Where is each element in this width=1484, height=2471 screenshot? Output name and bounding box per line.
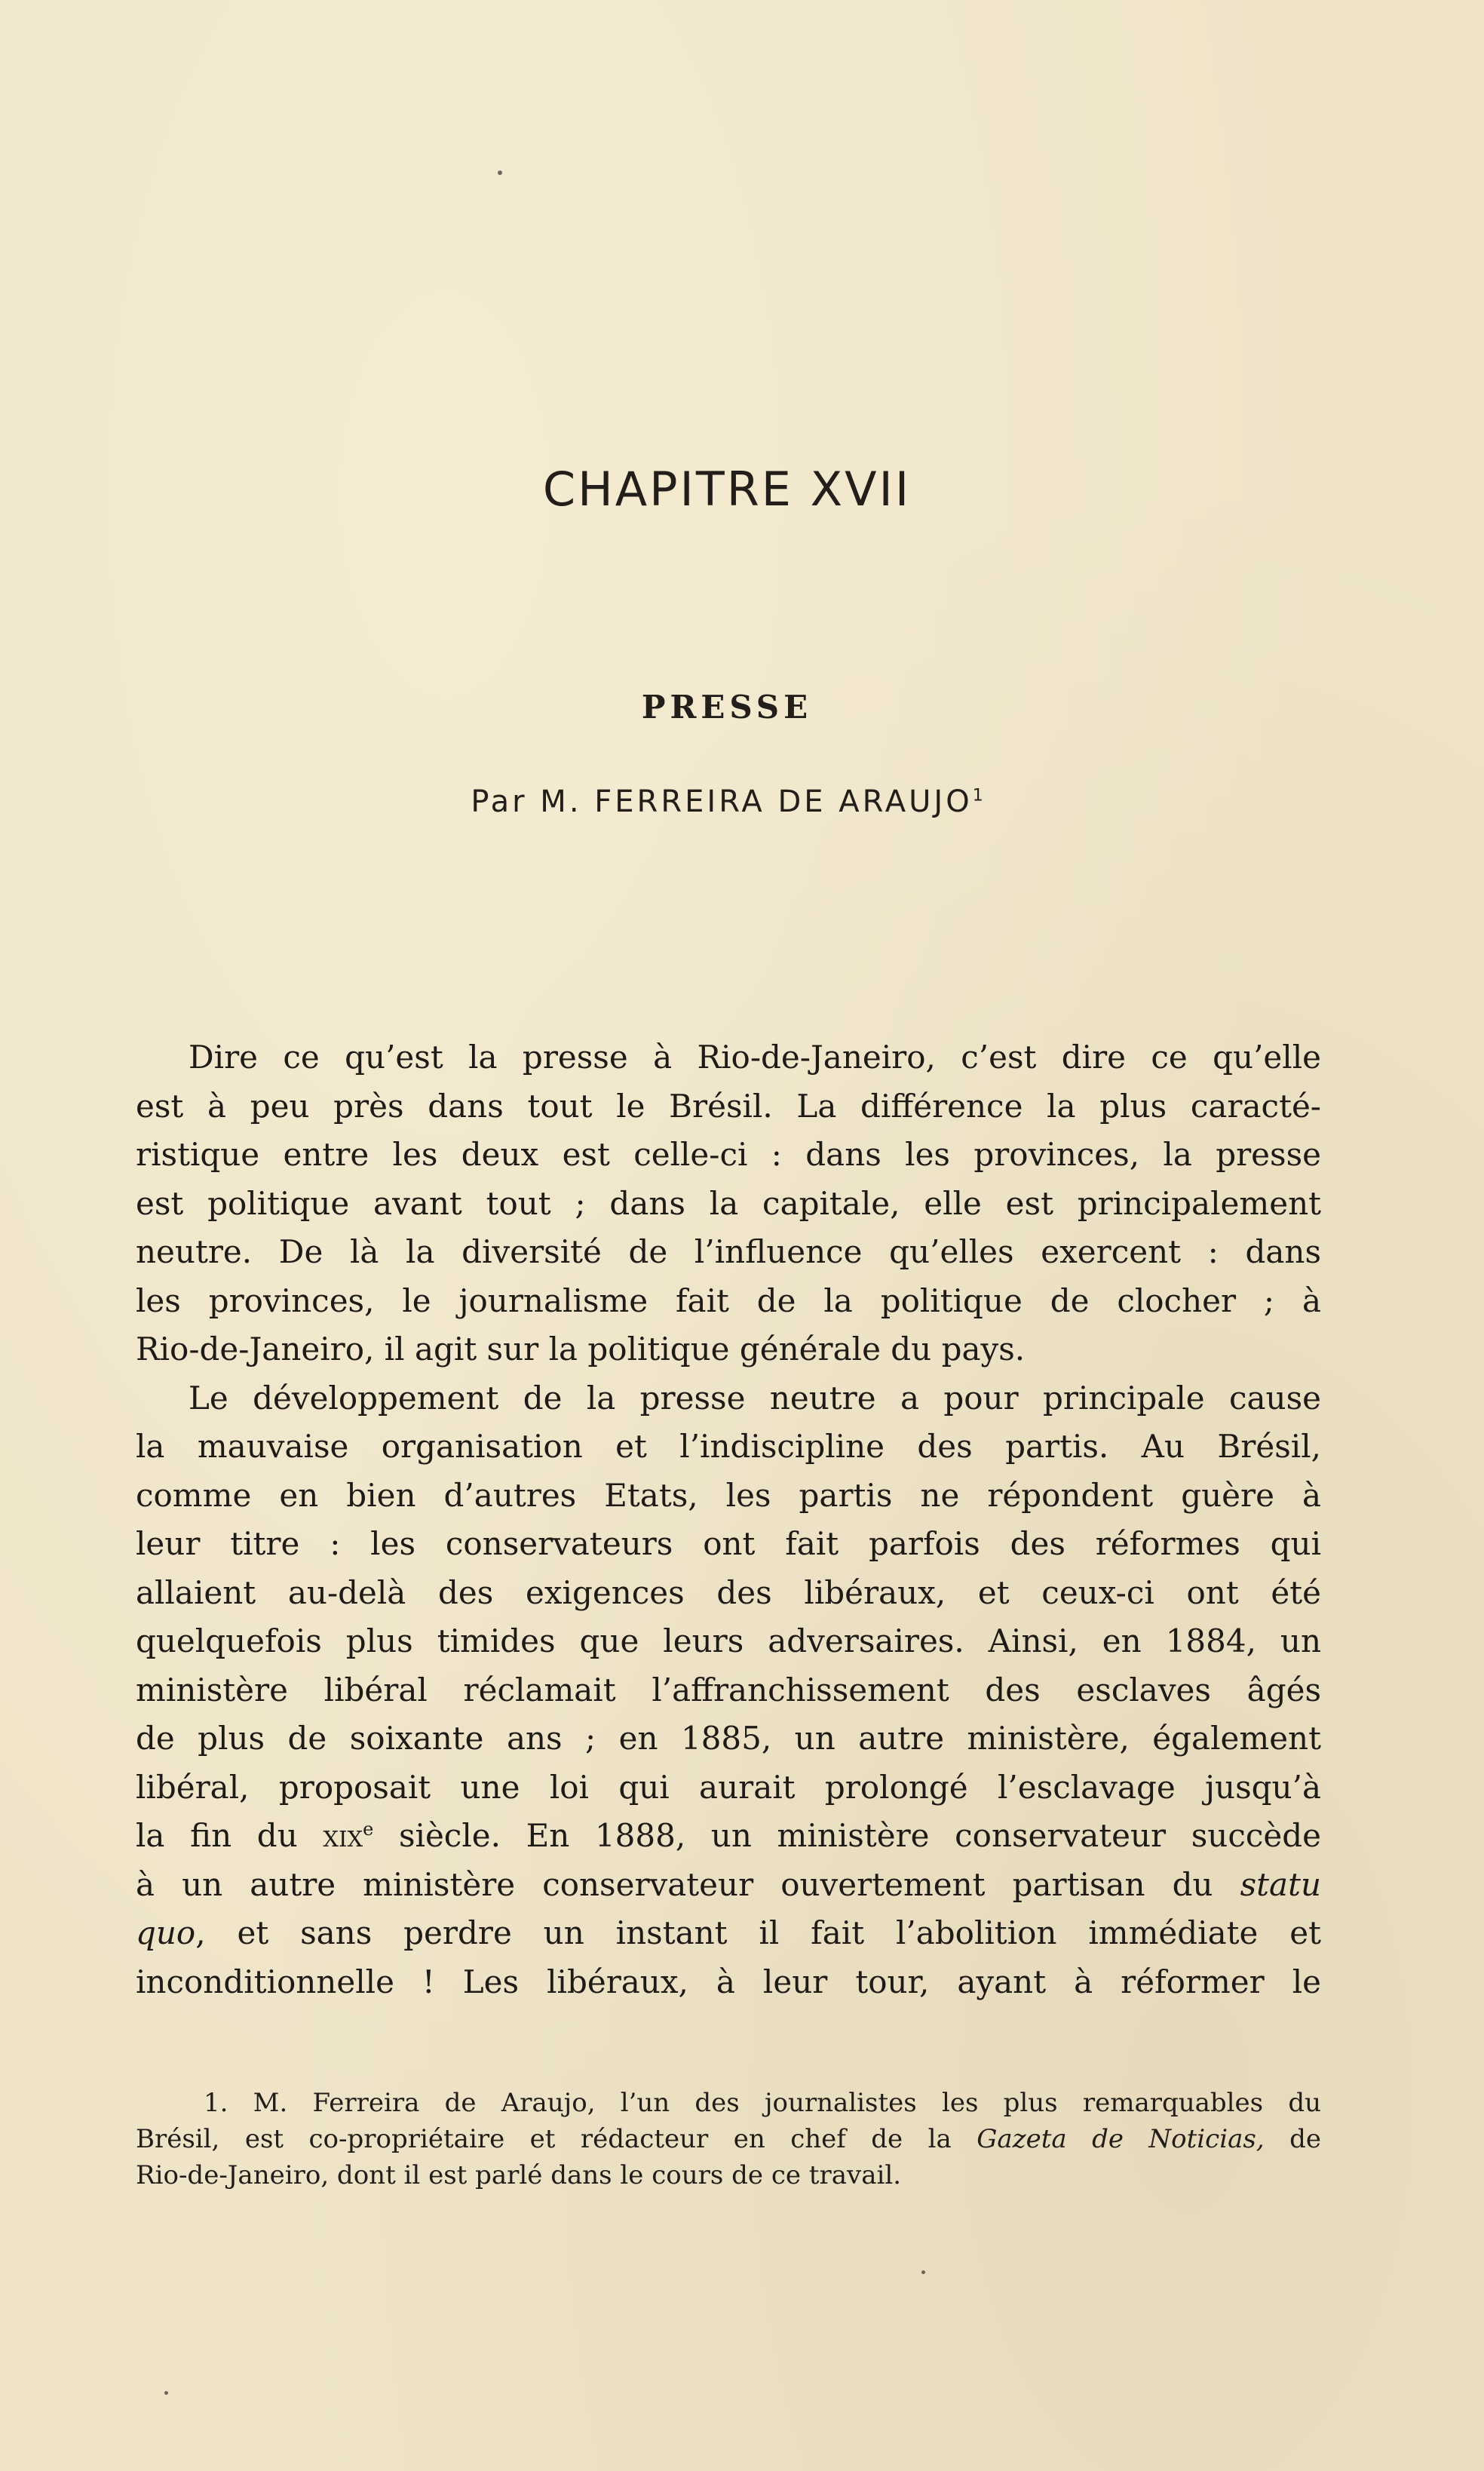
text-line: est à peu près dans tout le Brésil. La différence la plus caracté- bbox=[136, 1087, 1321, 1125]
byline-text: Par M. FERREIRA DE ARAUJO bbox=[471, 784, 973, 819]
text-line bbox=[136, 1861, 1321, 1910]
footnote-line: 1. M. Ferreira de Araujo, l’un des journalistes les plus remarquables du bbox=[204, 2088, 1321, 2118]
ink-speck bbox=[921, 2270, 925, 2274]
text-line: les provinces, le journalisme fait de la politique de clocher ; à bbox=[136, 1282, 1321, 1319]
text-line: neutre. De là la diversité de l’influence qu’elles exercent : dans bbox=[136, 1233, 1321, 1270]
byline bbox=[0, 784, 1454, 819]
text-line bbox=[136, 1812, 1321, 1861]
text-run: siècle. En 1888, un ministère conservateur succède bbox=[373, 1817, 1321, 1854]
text-line: ristique entre les deux est celle-ci : dans les provinces, la presse bbox=[136, 1136, 1321, 1173]
text-run: Brésil, est co-propriétaire et rédacteur en chef de la bbox=[136, 2124, 977, 2154]
text-line: comme en bien d’autres Etats, les partis ne répondent guère à bbox=[136, 1476, 1321, 1514]
text-line: est politique avant tout ; dans la capitale, elle est principalement bbox=[136, 1184, 1321, 1222]
text-run: à un autre ministère conservateur ouvertement partisan du bbox=[136, 1865, 1240, 1903]
italic-text: quo bbox=[136, 1914, 196, 1951]
text-line: Dire ce qu’est la presse à Rio-de-Janeiro, c’est dire ce qu’elle bbox=[189, 1039, 1321, 1076]
text-line: la mauvaise organisation et l’indiscipline des partis. Au Brésil, bbox=[136, 1428, 1321, 1465]
italic-text: Gazeta de Noticias, bbox=[977, 2124, 1265, 2154]
text-line: leur titre : les conservateurs ont fait parfois des réformes qui bbox=[136, 1525, 1321, 1562]
text-line: Rio-de-Janeiro, il agit sur la politique générale du pays. bbox=[136, 1331, 1026, 1367]
footnote bbox=[136, 2085, 1321, 2193]
text-line bbox=[136, 1909, 1321, 1958]
text-run: , et sans perdre un instant il fait l’abolition immédiate et bbox=[195, 1914, 1321, 1951]
text-line: allaient au-delà des exigences des libéraux, et ceux-ci ont été bbox=[136, 1573, 1321, 1611]
paragraph-2 bbox=[136, 1374, 1321, 2007]
ink-speck bbox=[498, 170, 502, 175]
paragraph-1 bbox=[136, 1033, 1321, 1374]
superscript: e bbox=[363, 1819, 374, 1840]
body-text bbox=[136, 1033, 1321, 2006]
text-run: la fin du bbox=[136, 1817, 323, 1854]
footnote-marker: 1 bbox=[972, 786, 983, 806]
footnote-line bbox=[136, 2121, 1321, 2157]
ink-speck bbox=[164, 2391, 168, 2395]
italic-text: statu bbox=[1240, 1865, 1321, 1903]
text-line: ministère libéral réclamait l’affranchissement des esclaves âgés bbox=[136, 1671, 1321, 1708]
chapter-title: CHAPITRE XVII bbox=[542, 461, 912, 517]
text-line: Le développement de la presse neutre a pour principale cause bbox=[189, 1379, 1321, 1417]
text-line: quelquefois plus timides que leurs adversaires. Ainsi, en 1884, un bbox=[136, 1622, 1321, 1659]
footnote-line: Rio-de-Janeiro, dont il est parlé dans le cours de ce travail. bbox=[136, 2160, 902, 2190]
section-title: PRESSE bbox=[641, 688, 813, 726]
text-run: de bbox=[1264, 2124, 1321, 2154]
text-line: de plus de soixante ans ; en 1885, un autre ministère, également bbox=[136, 1720, 1321, 1757]
text-line: libéral, proposait une loi qui aurait prolongé l’esclavage jusqu’à bbox=[136, 1768, 1321, 1806]
text-line: inconditionnelle ! Les libéraux, à leur tour, ayant à réformer le bbox=[136, 1963, 1321, 2000]
century-numeral: xix bbox=[323, 1817, 363, 1854]
